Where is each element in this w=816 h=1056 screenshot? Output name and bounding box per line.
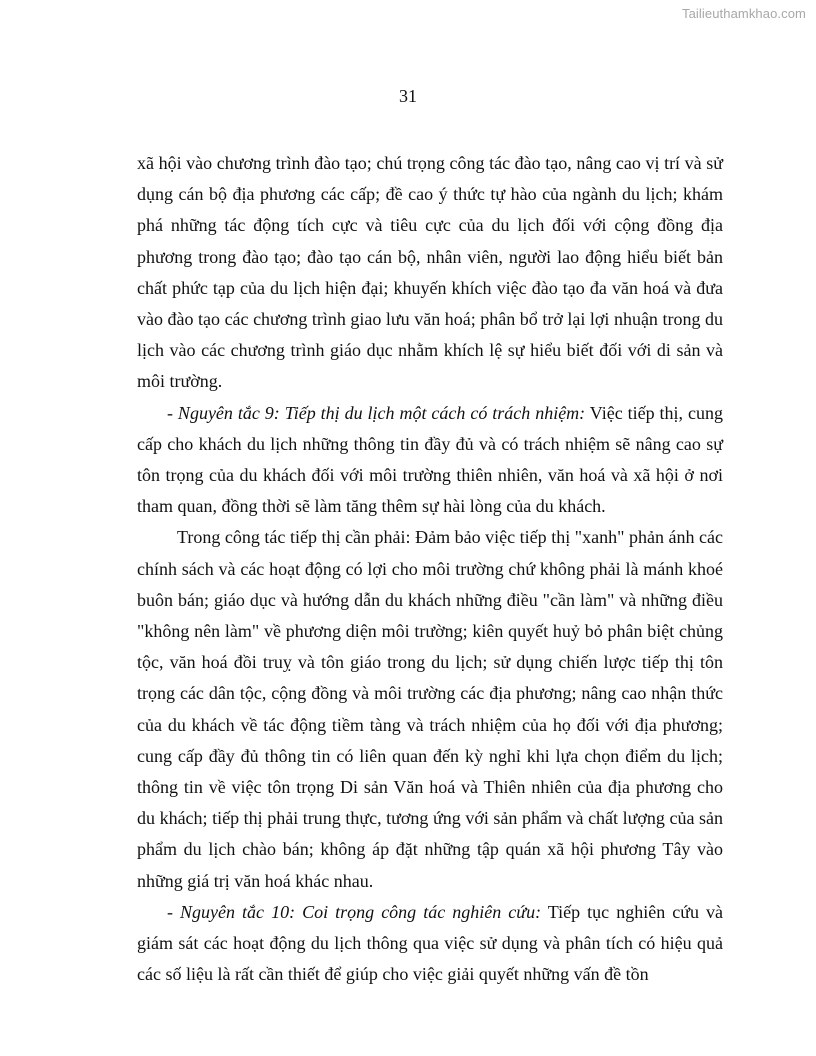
principle-10-heading: - Nguyên tắc 10: Coi trọng công tác nghiên cứu:	[167, 901, 542, 922]
paragraph-1	[137, 148, 723, 398]
paragraph-4-text: Tiếp tục nghiên cứu và giám sát các hoạt động du lịch thông qua việc sử dụng và phân tích có hiệu quả các số liệu là rất cần thiết để giúp cho việc giải quyết những vấn đề tồn	[137, 901, 723, 985]
paragraph-4	[137, 897, 723, 991]
principle-9-heading: - Nguyên tắc 9: Tiếp thị du lịch một cách có trách nhiệm:	[167, 402, 586, 423]
document-body	[137, 148, 723, 990]
paragraph-2	[137, 398, 723, 523]
watermark-text: Tailieuthamkhao.com	[681, 6, 806, 21]
paragraph-3	[137, 522, 723, 896]
paragraph-1-text: xã hội vào chương trình đào tạo; chú trọng công tác đào tạo, nâng cao vị trí và sử dụng cán bộ địa phương các cấp; đề cao ý thức tự hào của ngành du lịch; khám phá những tác động tích cực và tiêu cực của du lịch đối với cộng đồng địa phương trong đào tạo; đào tạo cán bộ, nhân viên, người lao động hiểu biết bản chất phức tạp của du lịch hiện đại; khuyến khích việc đào tạo đa văn hoá và đưa vào đào tạo các chương trình giao lưu văn hoá; phân bổ trở lại lợi nhuận trong du lịch vào các chương trình giáo dục nhằm khích lệ sự hiểu biết đối với di sản và môi trường.	[137, 153, 723, 392]
paragraph-2-text: Việc tiếp thị, cung cấp cho khách du lịch những thông tin đầy đủ và có trách nhiệm sẽ nâng cao sự tôn trọng của du khách đối với môi trường thiên nhiên, văn hoá và xã hội ở nơi tham quan, đồng thời sẽ làm tăng thêm sự hài lòng của du khách.	[137, 402, 723, 517]
paragraph-3-text: Trong công tác tiếp thị cần phải: Đảm bảo việc tiếp thị "xanh" phản ánh các chính sách và các hoạt động có lợi cho môi trường chứ không phải là mánh khoé buôn bán; giáo dục và hướng dẫn du khách những điều "cần làm" và những điều "không nên làm" về phương diện môi trường; kiên quyết huỷ bỏ phân biệt chủng tộc, văn hoá đồi truỵ và tôn giáo trong du lịch; sử dụng chiến lược tiếp thị tôn trọng các dân tộc, cộng đồng và môi trường các địa phương; nâng cao nhận thức của du khách về tác động tiềm tàng và trách nhiệm của họ đối với địa phương; cung cấp đầy đủ thông tin có liên quan đến kỳ nghỉ khi lựa chọn điểm du lịch; thông tin về việc tôn trọng Di sản Văn hoá và Thiên nhiên của địa phương cho du khách; tiếp thị phải trung thực, tương ứng với sản phẩm và chất lượng của sản phẩm du lịch chào bán; không áp đặt những tập quán xã hội phương Tây vào những giá trị văn hoá khác nhau.	[137, 527, 723, 891]
page-number: 31	[399, 86, 417, 106]
